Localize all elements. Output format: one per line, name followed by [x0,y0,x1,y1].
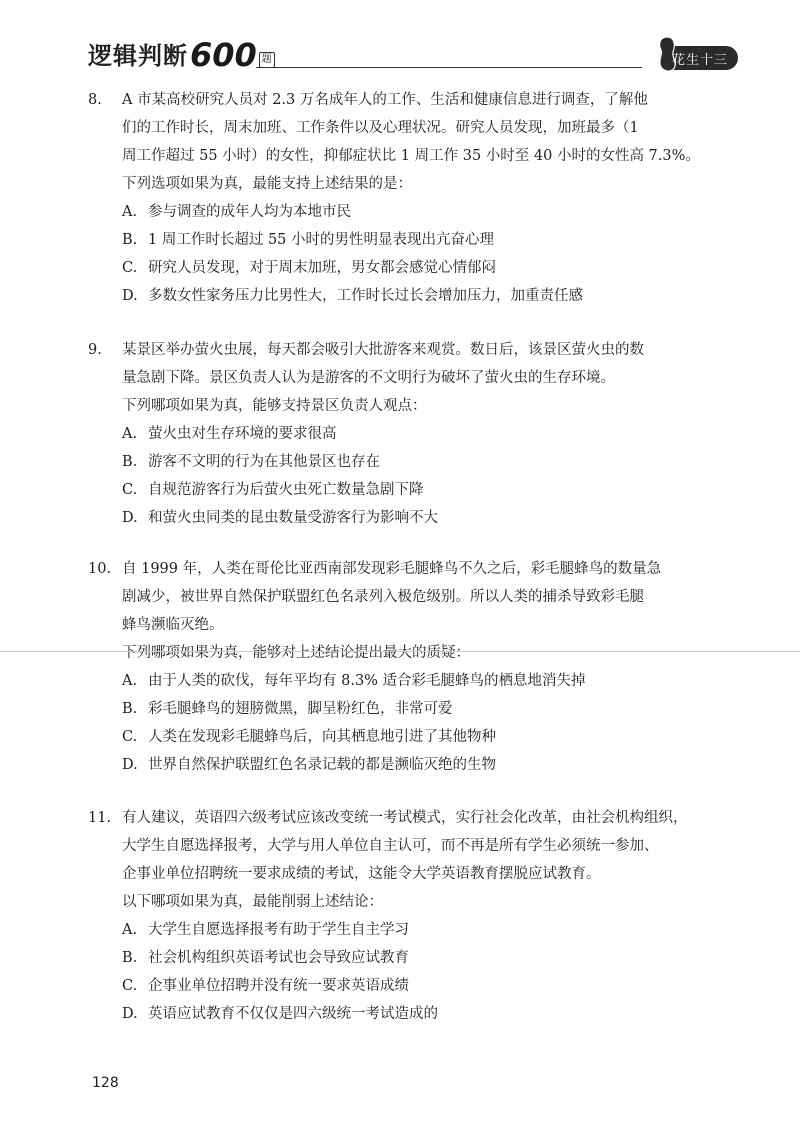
option-text: 游客不文明的行为在其他景区也存在 [148,454,380,470]
question-text: 自 1999 年，人类在哥伦比亚西南部发现彩毛腿蜂鸟不久之后，彩毛腿蜂鸟的数量急 [122,561,662,577]
option-letter: B. [122,701,138,717]
option-d [88,751,728,779]
question-number: 8. [88,92,102,108]
page-header [88,36,738,78]
option-c [88,476,728,504]
option-text: 社会机构组织英语考试也会导致应试教育 [148,950,409,966]
question-stem-line [88,336,728,364]
question-stem-line: 剧减少，被世界自然保护联盟红色名录列入极危级别。所以人类的捕杀导致彩毛腿 [122,589,644,605]
option-letter: C. [122,978,138,994]
option-letter: C. [122,260,138,276]
option-text: 和萤火虫同类的昆虫数量受游客行为影响不大 [148,510,438,526]
question-stem-line: 们的工作时长，周末加班、工作条件以及心理状况。研究人员发现，加班最多（1 [122,120,639,136]
option-c [88,254,728,282]
option-a [88,420,728,448]
option-letter: B. [122,232,138,248]
question-number: 10. [88,561,112,577]
option-b [88,944,728,972]
option-letter: D. [122,1006,138,1022]
header-rule [256,67,642,68]
option-text: 研究人员发现，对于周末加班，男女都会感觉心情郁闷 [148,260,496,276]
question-stem-line: 量急剧下降。景区负责人认为是游客的不文明行为破坏了萤火虫的生存环境。 [122,370,615,386]
scan-fold-line [0,651,800,652]
question-text: 有人建议，英语四六级考试应该改变统一考试模式，实行社会化改革，由社会机构组织， [122,810,688,826]
question-stem-line: 企事业单位招聘统一要求成绩的考试，这能令大学英语教育摆脱应试教育。 [122,866,601,882]
publisher-logo [648,36,738,76]
option-letter: C. [122,729,138,745]
question-number: 9. [88,342,102,358]
question-text: 某景区举办萤火虫展，每天都会吸引大批游客来观赏。数日后，该景区萤火虫的数 [122,342,644,358]
question-stem-line [88,555,728,583]
option-text: 人类在发现彩毛腿蜂鸟后，向其栖息地引进了其他物种 [148,729,496,745]
option-a [88,198,728,226]
option-text: 大学生自愿选择报考有助于学生自主学习 [148,922,409,938]
question-prompt: 下列选项如果为真，最能支持上述结果的是： [122,176,412,192]
option-d [88,504,728,532]
option-text: 企事业单位招聘并没有统一要求英语成绩 [148,978,409,994]
question-stem-line [88,804,728,832]
question-stem-line [88,86,728,114]
question-stem-line: 蜂鸟濒临灭绝。 [122,617,224,633]
option-letter: C. [122,482,138,498]
logo-text: 花生十三 [671,53,728,68]
page-number: 128 [92,1075,119,1091]
book-title-text: 逻辑判断 [88,42,188,70]
option-letter: D. [122,510,138,526]
question-10 [88,555,728,779]
question-prompt: 下列哪项如果为真，能够支持景区负责人观点： [122,398,427,414]
option-text: 彩毛腿蜂鸟的翅膀微黑，脚呈粉红色，非常可爱 [148,701,453,717]
option-letter: A. [122,204,138,220]
option-c [88,972,728,1000]
option-letter: B. [122,950,138,966]
option-b [88,226,728,254]
option-letter: A. [122,673,138,689]
question-9 [88,336,728,532]
option-text: 多数女性家务压力比男性大，工作时长过长会增加压力，加重责任感 [148,288,583,304]
question-8 [88,86,728,310]
option-text: 世界自然保护联盟红色名录记载的都是濒临灭绝的生物 [148,757,496,773]
question-prompt: 下列哪项如果为真，能够对上述结论提出最大的质疑： [122,645,470,661]
option-letter: D. [122,757,138,773]
option-d [88,1000,728,1028]
option-a [88,916,728,944]
option-letter: D. [122,288,138,304]
option-text: 英语应试教育不仅仅是四六级统一考试造成的 [148,1006,438,1022]
option-a [88,667,728,695]
question-stem-line: 周工作超过 55 小时）的女性，抑郁症状比 1 周工作 35 小时至 40 小时的女性高 7.3%。 [122,148,700,164]
option-text: 1 周工作时长超过 55 小时的男性明显表现出亢奋心理 [148,232,495,248]
question-number: 11. [88,810,112,826]
option-d [88,282,728,310]
book-title [88,36,275,74]
question-11 [88,804,728,1028]
question-prompt: 以下哪项如果为真，最能削弱上述结论： [122,894,383,910]
option-letter: B. [122,454,138,470]
option-text: 萤火虫对生存环境的要求很高 [148,426,337,442]
book-title-number: 600 [190,36,257,74]
option-text: 由于人类的砍伐，每年平均有 8.3% 适合彩毛腿蜂鸟的栖息地消失掉 [148,673,586,689]
option-b [88,448,728,476]
book-title-suffix: 题 [259,52,275,68]
option-letter: A. [122,426,138,442]
option-text: 自规范游客行为后萤火虫死亡数量急剧下降 [148,482,424,498]
question-text: A 市某高校研究人员对 2.3 万名成年人的工作、生活和健康信息进行调查，了解他 [122,92,648,108]
option-text: 参与调查的成年人均为本地市民 [148,204,351,220]
option-b [88,695,728,723]
option-letter: A. [122,922,138,938]
option-c [88,723,728,751]
question-stem-line: 大学生自愿选择报考，大学与用人单位自主认可，而不再是所有学生必须统一参加、 [122,838,659,854]
